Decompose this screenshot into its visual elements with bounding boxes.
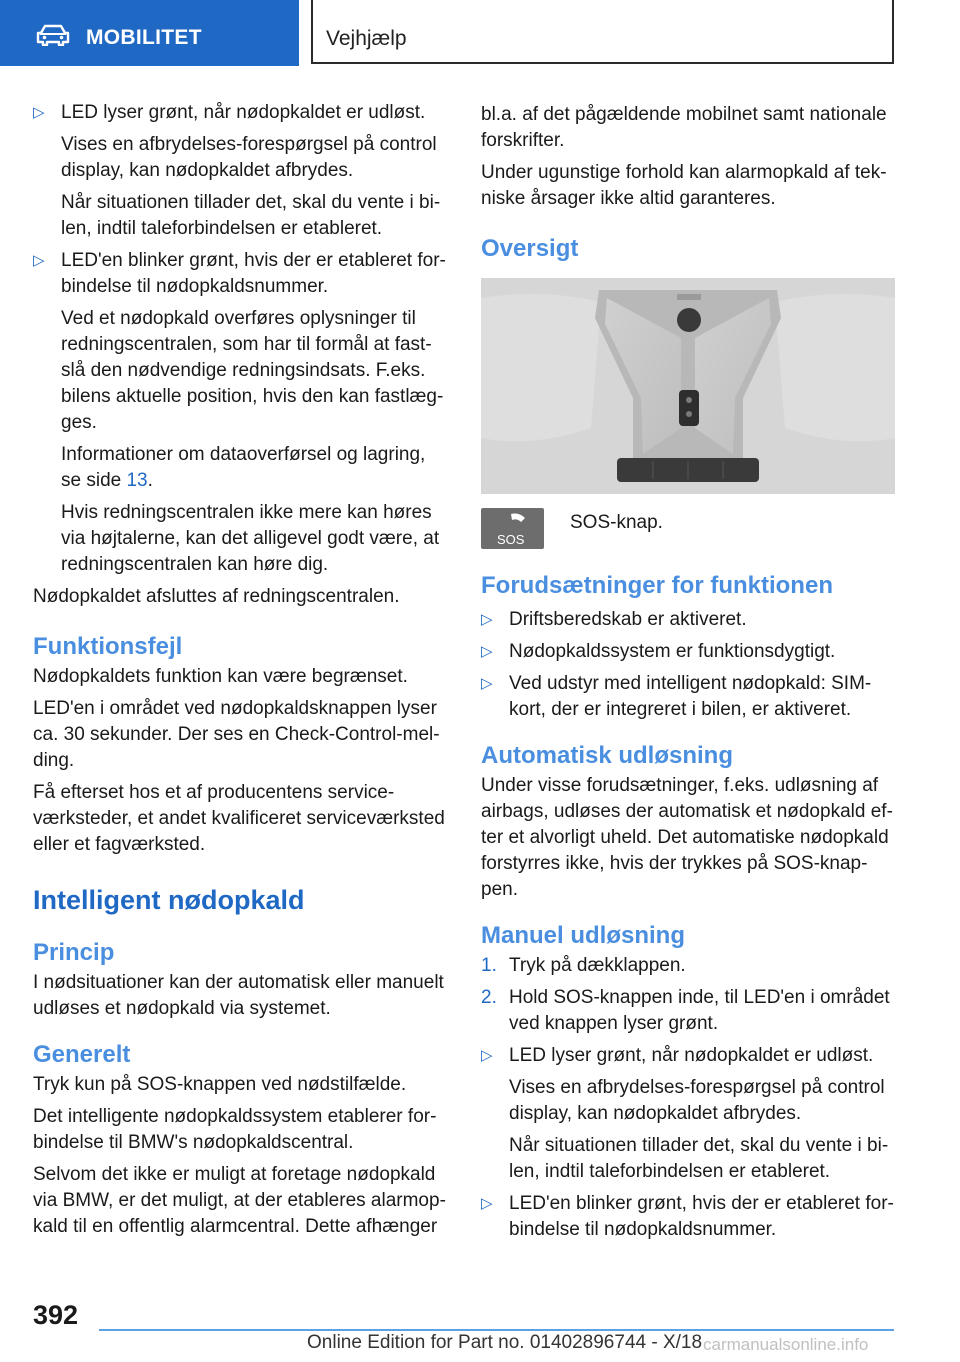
right-column (481, 102, 895, 1249)
overhead-console-illustration (481, 278, 895, 494)
paragraph: Nødopkaldets funktion kan være begrænset. (33, 666, 408, 687)
svg-text:SOS: SOS (497, 532, 525, 547)
requirements-list (481, 607, 895, 723)
triangle-bullet-icon: ▷ (481, 611, 493, 628)
footer-divider (99, 1329, 894, 1331)
list-item: ▷ Ved udstyr med intelligent nødopkald: SIM-kort, der er integreret i bilen, er aktiveret. (481, 673, 872, 720)
triangle-bullet-icon: ▷ (481, 643, 493, 660)
paragraph: Når situationen tillader det, skal du vente i bilen, indtil taleforbindelsen er etableret. (509, 1135, 889, 1182)
list-item: ▷ Driftsberedskab er aktiveret. (481, 607, 895, 633)
page-link[interactable]: 13 (126, 470, 148, 491)
page-number: 392 (33, 1300, 79, 1330)
heading-oversigt: Oversigt (481, 235, 579, 262)
sos-legend (481, 508, 895, 549)
triangle-bullet-icon: ▷ (33, 252, 45, 269)
paragraph: Under ugunstige forhold kan alarmopkald af tekniske årsager ikke altid garanteres. (481, 162, 887, 209)
paragraph: Vises en afbrydelses-forespørgsel på control display, kan nødopkaldet afbrydes. (509, 1077, 885, 1124)
sos-caption: SOS-knap. (570, 512, 663, 533)
paragraph: Nødopkaldet afsluttes af redningscentralen. (33, 586, 400, 607)
heading-generelt: Generelt (33, 1041, 131, 1068)
paragraph: Når situationen tillader det, skal du vente i bilen, indtil taleforbindelsen er etableret. (61, 192, 441, 239)
heading-intelligent-nodopkald: Intelligent nødopkald (33, 885, 305, 915)
triangle-bullet-icon: ▷ (481, 675, 493, 692)
step-item: 1. Tryk på dækklappen. (481, 953, 895, 979)
list-item: ▷ LED'en blinker grønt, hvis der er etableret forbindelse til nødopkaldsnummer. (481, 1193, 894, 1240)
list-item: ▷ LED lyser grønt, når nødopkaldet er udløst. (33, 100, 447, 126)
watermark: carmanualsonline.info (703, 1335, 869, 1354)
step-number: 1. (481, 955, 497, 976)
list-item: ▷ Nødopkaldssystem er funktionsdygtigt. (481, 639, 895, 665)
list-item: ▷ LED lyser grønt, når nødopkaldet er udløst. (481, 1043, 895, 1069)
paragraph: Selvom det ikke er muligt at foretage nødopkald via BMW, er det muligt, at der etableres alarmopkald til en offentlig alarmcentral. Dette afhænger (33, 1164, 446, 1237)
paragraph: Få efterset hos et af producentens serviceværksteder, et andet kvalificeret serviceværksted eller et fagværksted. (33, 782, 445, 855)
list-item: ▷ LED'en blinker grønt, hvis der er etableret forbindelse til nødopkaldsnummer. (33, 250, 446, 297)
paragraph: Hvis redningscentralen ikke mere kan høres via højtalerne, kan det alligevel godt være, at redningscentralen kan høre dig. (61, 502, 440, 575)
overhead-console-photo (481, 278, 895, 494)
car-icon (36, 24, 70, 46)
paragraph: I nødsituationer kan der automatisk eller manuelt udløses et nødopkald via systemet. (33, 972, 444, 1019)
section-title: Vejhjælp (326, 27, 407, 50)
heading-automatisk-udlosning: Automatisk udløsning (481, 742, 733, 769)
chapter-tab (0, 0, 299, 66)
chapter-label: MOBILITET (86, 26, 202, 49)
step-item: 2. Hold SOS-knappen inde, til LED'en i området ved knappen lyser grønt. (481, 987, 890, 1034)
heading-funktionsfejl: Funktionsfejl (33, 633, 183, 660)
paragraph: Under visse forudsætninger, f.eks. udløsning af airbags, udløses der automatisk et nødopkald efter et alvorligt uheld. Det automatiske nødopkald forstyrres ikke, hvis der trykkes på SOS-knappen. (481, 775, 893, 900)
paragraph: Informationer om dataoverførsel og lagring, se side 13. (61, 444, 426, 491)
triangle-bullet-icon: ▷ (481, 1047, 493, 1064)
paragraph: Vises en afbrydelses-forespørgsel på control display, kan nødopkaldet afbrydes. (61, 134, 437, 181)
sos-button-icon (481, 508, 544, 549)
edition-text: Online Edition for Part no. 01402896744 - X/18 (307, 1332, 703, 1353)
left-column (33, 100, 447, 1246)
section-header (311, 0, 894, 64)
paragraph: Tryk kun på SOS-knappen ved nødstilfælde. (33, 1074, 407, 1095)
heading-manuel-udlosning: Manuel udløsning (481, 922, 685, 949)
paragraph: Det intelligente nødopkaldssystem etablerer forbindelse til BMW's nødopkaldscentral. (33, 1106, 437, 1153)
triangle-bullet-icon: ▷ (33, 104, 45, 121)
paragraph: LED'en i området ved nødopkaldsknappen lyser ca. 30 sekunder. Der ses en Check-Control-melding. (33, 698, 440, 771)
triangle-bullet-icon: ▷ (481, 1195, 493, 1212)
heading-forudsaetninger: Forudsætninger for funktionen (481, 572, 833, 599)
paragraph: Ved et nødopkald overføres oplysninger til redningscentralen, som har til formål at fastslå den nødvendige redningsindsats. F.eks. bilens aktuelle position, hvis den kan fastlægges. (61, 308, 444, 433)
paragraph: bl.a. af det pågældende mobilnet samt nationale forskrifter. (481, 104, 887, 151)
heading-princip: Princip (33, 939, 115, 966)
step-number: 2. (481, 987, 497, 1008)
